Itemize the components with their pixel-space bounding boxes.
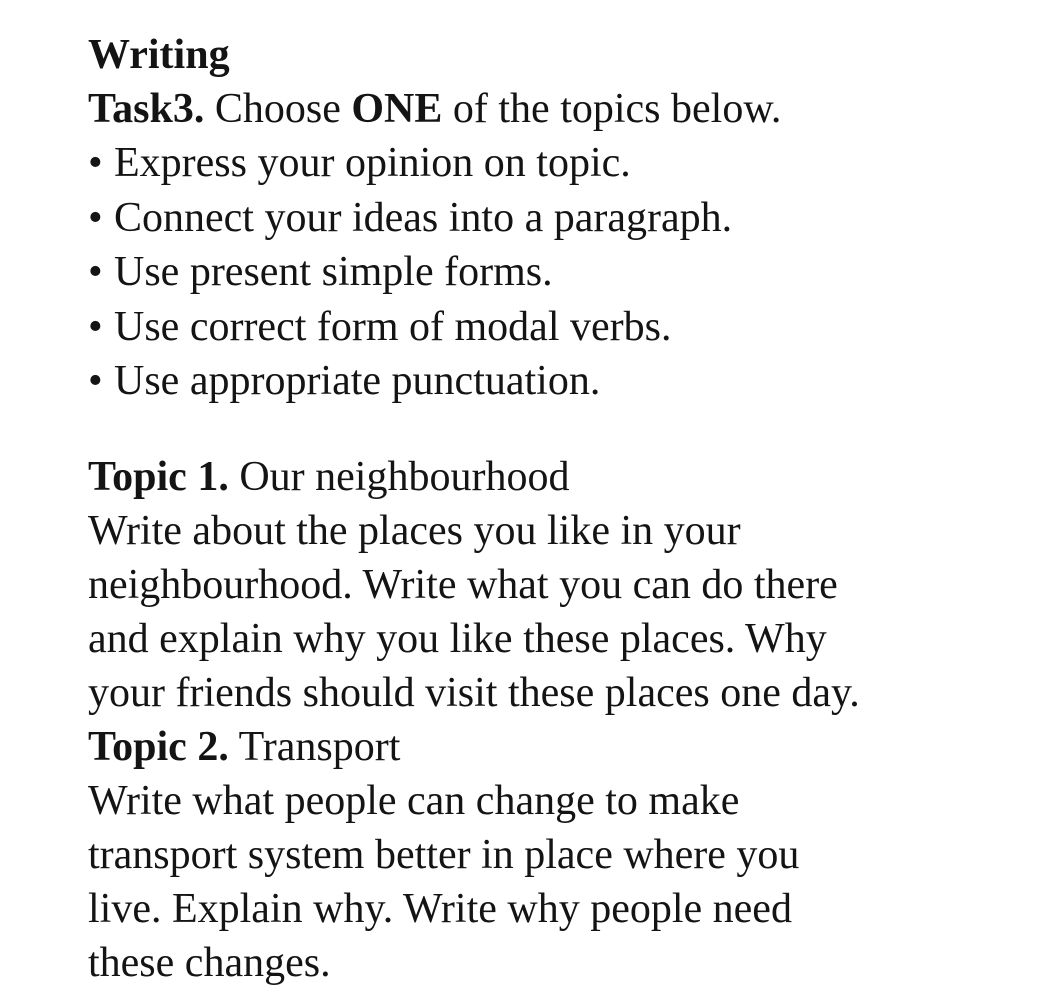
- topic-text-line: neighbourhood. Write what you can do there: [88, 561, 838, 608]
- section-spacer: [88, 409, 1038, 450]
- list-item: [88, 191, 1038, 246]
- topic-text-line: these changes.: [88, 939, 331, 986]
- topic-title: Our neighbourhood: [228, 453, 570, 500]
- worksheet: [88, 28, 1038, 990]
- task-instruction: [88, 82, 1038, 136]
- list-item-text: Use present simple forms.: [114, 249, 553, 295]
- topic-text-line: Write about the places you like in your: [88, 507, 741, 554]
- topic-text-line: transport system better in place where you: [88, 831, 800, 878]
- topic-text-line: and explain why you like these places. Why: [88, 615, 827, 662]
- bullet-icon: •: [88, 140, 103, 186]
- list-item-text: Express your opinion on topic.: [114, 140, 631, 186]
- bullet-icon: •: [88, 358, 103, 404]
- list-item: [88, 136, 1038, 191]
- list-item-text: Use correct form of modal verbs.: [114, 303, 672, 350]
- topic-title: Transport: [228, 723, 401, 770]
- task-emphasis: ONE: [351, 86, 443, 132]
- topic-label: Topic 2.: [88, 723, 229, 770]
- list-item-text: Use appropriate punctuation.: [114, 358, 601, 404]
- requirements-list: [88, 136, 1038, 409]
- topic-text-line: your friends should visit these places one day.: [88, 669, 860, 716]
- task-text-after: of the topics below.: [442, 86, 782, 132]
- topic-1: [88, 450, 1038, 720]
- topic-text-line: Write what people can change to make: [88, 777, 740, 824]
- topic-label: Topic 1.: [88, 453, 229, 500]
- bullet-icon: •: [88, 303, 103, 350]
- section-title: Writing: [88, 32, 230, 78]
- task-text-before: Choose: [204, 86, 352, 132]
- bullet-icon: •: [88, 249, 103, 295]
- bullet-icon: •: [88, 194, 103, 241]
- task-label: Task3.: [88, 86, 205, 132]
- list-item-text: Connect your ideas into a paragraph.: [114, 194, 733, 241]
- topic-text-line: live. Explain why. Write why people need: [88, 885, 792, 932]
- list-item: [88, 354, 1038, 409]
- list-item: [88, 245, 1038, 300]
- list-item: [88, 300, 1038, 355]
- topic-2: [88, 720, 1038, 990]
- topic-heading: [88, 720, 1038, 774]
- topic-heading: [88, 450, 1038, 504]
